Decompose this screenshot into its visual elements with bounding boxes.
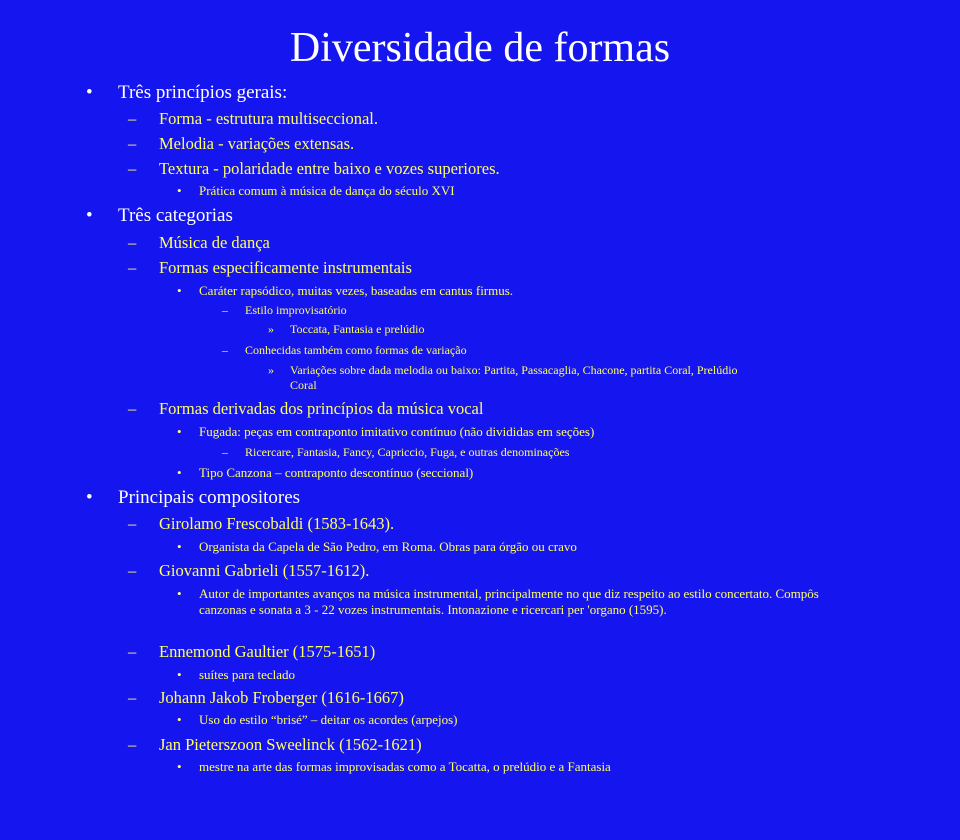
dash: – (128, 109, 137, 128)
list-item-continuation: Coral (290, 378, 317, 392)
bullet: • (177, 712, 182, 727)
dash: – (128, 399, 137, 418)
bullet: • (86, 487, 93, 508)
section-heading-compositores: Principais compositores (118, 487, 301, 508)
list-item: Ricercare, Fantasia, Fancy, Capriccio, Fuga, e outras denominações (245, 445, 570, 459)
list-item: Fugada: peças em contraponto imitativo contínuo (não divididas em seções) (199, 424, 595, 439)
composer-name: Ennemond Gaultier (1575-1651) (159, 642, 376, 661)
dash: – (128, 134, 137, 153)
bullet: • (177, 183, 182, 198)
dash: – (128, 735, 137, 754)
composer-note: Organista da Capela de São Pedro, em Roma. Obras para órgão ou cravo (199, 539, 577, 554)
bullet: • (177, 424, 182, 439)
chevron: » (268, 322, 274, 336)
section-heading-categorias: Três categorias (118, 205, 233, 226)
list-item: Melodia - variações extensas. (159, 134, 355, 153)
dash: – (128, 561, 137, 580)
dash: – (128, 233, 137, 252)
dash: – (128, 514, 137, 533)
dash: – (222, 445, 228, 459)
dash: – (128, 688, 137, 707)
dash: – (222, 303, 228, 317)
bullet: • (86, 82, 93, 103)
list-item: Tipo Canzona – contraponto descontínuo (seccional) (199, 465, 474, 480)
bullet: • (177, 586, 182, 601)
list-item: Caráter rapsódico, muitas vezes, baseadas em cantus firmus. (199, 283, 514, 298)
slide-title: Diversidade de formas (289, 25, 671, 71)
composer-note: Uso do estilo “brisé” – deitar os acordes (arpejos) (199, 712, 458, 727)
dash: – (128, 258, 137, 277)
composer-name: Jan Pieterszoon Sweelinck (1562-1621) (159, 735, 422, 754)
composer-note: suítes para teclado (199, 667, 296, 682)
section-heading-principios: Três princípios gerais: (118, 82, 288, 103)
bullet: • (177, 539, 182, 554)
bullet: • (177, 759, 182, 774)
composer-note: mestre na arte das formas improvisadas como a Tocatta, o prelúdio e a Fantasia (199, 759, 611, 774)
bullet: • (177, 283, 182, 298)
composer-name: Girolamo Frescobaldi (1583-1643). (159, 514, 395, 533)
chevron: » (268, 363, 274, 377)
dash: – (222, 343, 228, 357)
list-item: Música de dança (159, 233, 270, 252)
composer-note: Autor de importantes avanços na música instrumental, principalmente no que diz respeito ao estilo concertato. Compôs canzonas e sonata a 3 - 22 vozes instrumentais. Intonazione e ricercari per 'organo (1595). (199, 586, 819, 617)
list-item: Textura - polaridade entre baixo e vozes superiores. (159, 159, 500, 178)
list-item: Conhecidas também como formas de variação (245, 343, 467, 357)
bullet: • (86, 205, 93, 226)
list-item: Variações sobre dada melodia ou baixo: Partita, Passacaglia, Chacone, partita Coral, Prelúdio (290, 363, 738, 377)
list-item: Forma - estrutura multiseccional. (159, 109, 379, 128)
list-item: Formas derivadas dos princípios da música vocal (159, 399, 484, 418)
list-item: Estilo improvisatório (245, 303, 347, 317)
list-item: Prática comum à música de dança do século XVI (199, 183, 455, 198)
composer-name: Johann Jakob Froberger (1616-1667) (159, 688, 404, 707)
list-item: Formas especificamente instrumentais (159, 258, 412, 277)
bullet: • (177, 667, 182, 682)
composer-name: Giovanni Gabrieli (1557-1612). (159, 561, 370, 580)
list-item: Toccata, Fantasia e prelúdio (290, 322, 425, 336)
dash: – (128, 642, 137, 661)
dash: – (128, 159, 137, 178)
bullet: • (177, 465, 182, 480)
